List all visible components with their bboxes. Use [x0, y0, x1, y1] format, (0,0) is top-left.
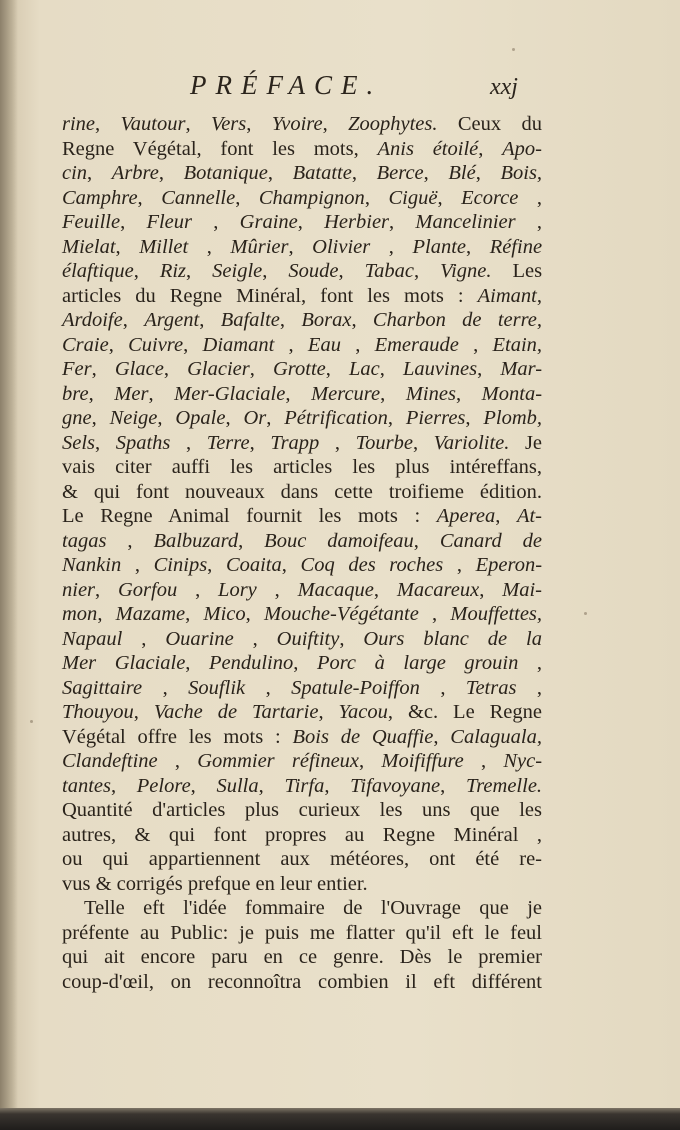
- italic-term: Spaths: [115, 431, 171, 454]
- italic-term: Nankin: [62, 554, 122, 576]
- text-run: ,: [267, 162, 293, 184]
- italic-term: Mar-: [500, 358, 543, 380]
- italic-term: Pierres: [405, 407, 466, 429]
- italic-term: Vache de Tartarie: [153, 701, 319, 723]
- text-run: Je: [509, 431, 543, 454]
- text-run: ,: [122, 627, 166, 650]
- italic-term: Coq des roches: [300, 554, 444, 576]
- text-line: [62, 529, 542, 554]
- text-run: ,: [148, 382, 175, 405]
- text-run: ,: [249, 358, 273, 380]
- text-run: ,: [413, 260, 441, 282]
- italic-term: Bafalte: [220, 309, 280, 331]
- text-run: ,: [266, 407, 285, 429]
- text-run: Le Regne Animal fournit les mots :: [62, 505, 437, 527]
- italic-term: Sulla: [216, 774, 259, 797]
- text-run: ,: [387, 407, 406, 429]
- text-line: [62, 945, 542, 970]
- italic-term: Sels: [62, 431, 96, 454]
- text-run: ,: [185, 113, 211, 135]
- text-run: vus & corrigés prefque en leur entier.: [62, 872, 368, 895]
- page-number: xxj: [490, 74, 518, 100]
- text-run: , &c. Le Regne: [387, 701, 542, 723]
- text-run: ,: [516, 676, 543, 699]
- text-run: ,: [262, 260, 289, 282]
- text-run: ,: [359, 750, 382, 772]
- text-run: ,: [115, 235, 140, 258]
- text-run: ,: [91, 407, 110, 429]
- italic-term: bre: [62, 382, 89, 405]
- text-line: [62, 651, 542, 676]
- italic-term: Ecorce: [461, 186, 519, 209]
- italic-term: Ouarine: [165, 627, 234, 650]
- text-run: Regne Végétal, font les mots,: [62, 137, 378, 160]
- text-line: [62, 725, 542, 750]
- text-line: [62, 627, 542, 652]
- italic-term: Eperon-: [475, 554, 543, 576]
- italic-term: Tourbe: [355, 431, 413, 454]
- italic-term: Mielat: [62, 235, 116, 258]
- text-line: [62, 700, 542, 725]
- italic-term: tantes: [62, 774, 111, 797]
- italic-term: Vautour: [120, 113, 186, 135]
- italic-term: Mines: [405, 382, 456, 405]
- text-line: [62, 333, 542, 358]
- italic-term: gne: [62, 407, 92, 429]
- italic-term: Vigne.: [440, 260, 492, 282]
- text-run: ,: [186, 260, 213, 282]
- italic-term: Soude: [288, 260, 339, 282]
- text-run: ,: [463, 750, 504, 772]
- text-run: ,: [518, 186, 543, 209]
- italic-term: rine: [62, 113, 96, 135]
- page-header: [60, 66, 550, 106]
- italic-term: Mer Glaciale: [62, 652, 186, 674]
- italic-term: Macaque: [297, 578, 374, 601]
- italic-term: Mer-Glaciale: [174, 382, 286, 405]
- text-run: articles du Regne Minéral, font les mots :: [62, 284, 478, 307]
- italic-term: Clandeftine: [62, 750, 158, 772]
- text-line: [62, 284, 542, 309]
- italic-term: Neige: [109, 407, 158, 429]
- text-run: qui ait encore paru en ce genre. Dès le premier: [62, 946, 542, 968]
- text-run: ,: [108, 333, 129, 356]
- italic-term: Canard de: [439, 529, 543, 552]
- text-run: ,: [137, 186, 162, 209]
- italic-term: Mai-: [502, 578, 543, 601]
- text-line: [62, 970, 542, 995]
- text-run: ,: [319, 431, 356, 454]
- italic-term: Zoophytes.: [348, 113, 438, 135]
- text-run: ,: [157, 750, 198, 772]
- paper-speck: [512, 48, 515, 51]
- text-run: ,: [351, 162, 377, 184]
- text-run: ,: [413, 529, 440, 552]
- italic-term: Thouyou: [62, 701, 134, 723]
- text-line: [62, 480, 542, 505]
- italic-term: Mercure: [311, 382, 381, 405]
- italic-term: Diamant: [202, 333, 275, 356]
- text-run: ,: [518, 652, 543, 674]
- italic-term: Gommier réfineux: [197, 750, 360, 772]
- italic-term: Spatule-Poiffon: [291, 676, 420, 699]
- italic-term: Camphre: [62, 186, 138, 209]
- text-run: ,: [380, 382, 406, 405]
- text-run: ,: [97, 603, 116, 625]
- italic-term: Pétrification: [284, 407, 388, 429]
- text-line: [62, 798, 542, 823]
- italic-term: Ours blanc de la: [363, 627, 543, 650]
- text-run: ,: [133, 260, 160, 282]
- italic-term: Millet: [139, 235, 189, 258]
- text-line: [62, 504, 542, 529]
- text-line: [62, 112, 542, 137]
- italic-term: Bois,: [500, 162, 543, 184]
- text-run: ,: [95, 113, 121, 135]
- text-run: ,: [233, 627, 277, 650]
- text-run: ,: [91, 358, 115, 380]
- italic-term: Macareux: [396, 578, 480, 601]
- italic-term: Lac: [349, 358, 380, 380]
- text-run: ,: [238, 529, 265, 552]
- italic-term: Plante: [412, 235, 466, 258]
- text-run: ,: [536, 284, 542, 307]
- text-line: [62, 431, 542, 456]
- italic-term: élaftique: [62, 260, 134, 282]
- italic-term: Aimant: [477, 284, 537, 307]
- text-run: ,: [340, 333, 375, 356]
- text-run: & qui font nouveaux dans cette troifieme édition.: [62, 480, 542, 503]
- text-line: [62, 553, 542, 578]
- text-run: ,: [170, 431, 207, 454]
- text-run: ,: [110, 774, 137, 797]
- italic-term: Feuille: [62, 211, 121, 233]
- text-run: ou qui appartiennent aux météores, ont été re-: [62, 848, 542, 870]
- text-line: [62, 357, 542, 382]
- italic-term: Mico: [203, 603, 246, 625]
- italic-term: Mouche-Végétante: [263, 603, 419, 625]
- text-line: [62, 186, 542, 211]
- italic-term: Cinips: [153, 554, 208, 576]
- text-run: ,: [495, 505, 517, 527]
- running-title: PRÉFACE.: [190, 70, 383, 100]
- italic-term: Pelore: [136, 774, 191, 797]
- text-run: ,: [440, 774, 466, 797]
- text-run: ,: [373, 578, 397, 601]
- italic-term: Pendulino: [208, 652, 294, 674]
- italic-term: tagas: [62, 529, 107, 552]
- text-run: ,: [412, 431, 434, 454]
- italic-term: mon: [62, 603, 98, 625]
- text-run: ,: [338, 260, 365, 282]
- italic-term: Champignon: [258, 186, 365, 209]
- text-run: ,: [258, 774, 285, 797]
- italic-term: Anis étoilé: [377, 137, 479, 160]
- text-run: ,: [158, 162, 184, 184]
- text-run: ,: [297, 211, 325, 233]
- italic-term: Craie: [62, 333, 109, 356]
- text-line: [62, 578, 542, 603]
- italic-term: Ciguë: [388, 186, 438, 209]
- italic-term: Nyc-: [503, 750, 543, 772]
- italic-term: Berce: [376, 162, 424, 184]
- italic-term: Tifavoyane: [350, 774, 441, 797]
- italic-term: Réfine: [489, 235, 543, 258]
- text-run: ,: [274, 333, 308, 356]
- italic-term: Variolite.: [433, 431, 510, 454]
- italic-term: Porc à large grouin: [316, 652, 519, 674]
- text-run: ,: [455, 382, 482, 405]
- text-line: [62, 896, 542, 921]
- text-run: ,: [133, 701, 154, 723]
- text-line: [62, 406, 542, 431]
- italic-term: Eau: [307, 333, 341, 356]
- text-line: [62, 161, 542, 186]
- italic-term: Napaul: [62, 627, 123, 650]
- text-run: ,: [163, 358, 188, 380]
- text-line: [62, 137, 542, 162]
- text-run: ,: [433, 725, 451, 748]
- text-run: Quantité d'articles plus curieux les uns que les: [62, 799, 542, 821]
- italic-term: Mûrier: [230, 235, 289, 258]
- text-run: ,: [157, 407, 176, 429]
- italic-term: Etain,: [492, 333, 543, 356]
- text-line: [62, 749, 542, 774]
- italic-term: Riz: [159, 260, 187, 282]
- text-run: ,: [465, 407, 484, 429]
- italic-term: Monta-: [481, 382, 543, 405]
- text-run: ,: [318, 701, 339, 723]
- italic-term: Bois de Quaffie: [292, 725, 434, 748]
- italic-term: Argent: [144, 309, 200, 331]
- italic-term: At-: [516, 505, 543, 527]
- text-run: ,: [192, 211, 240, 233]
- text-run: ,: [199, 309, 221, 331]
- text-run: vais citer auffi les articles les plus intéreffans,: [62, 456, 542, 478]
- text-run: ,: [324, 774, 351, 797]
- text-run: ,: [288, 235, 313, 258]
- text-run: ,: [245, 603, 264, 625]
- text-run: ,: [418, 603, 451, 625]
- text-run: ,: [475, 162, 501, 184]
- text-run: ,: [88, 382, 115, 405]
- text-run: ,: [185, 652, 209, 674]
- italic-term: Ardoife: [62, 309, 123, 331]
- italic-term: Batatte: [292, 162, 352, 184]
- text-line: [62, 308, 542, 333]
- italic-term: Gorfou: [118, 578, 178, 601]
- text-run: ,: [177, 578, 219, 601]
- italic-term: Aperea: [436, 505, 496, 527]
- text-run: ,: [121, 554, 154, 576]
- italic-term: Sagittaire: [62, 676, 143, 699]
- italic-term: Mancelinier: [415, 211, 516, 233]
- italic-term: Souflik: [188, 676, 246, 699]
- text-run: ,: [423, 162, 449, 184]
- italic-term: Emeraude: [374, 333, 459, 356]
- italic-term: Yvoire: [271, 113, 323, 135]
- text-run: préfente au Public: je puis me flatter qu'il eft le feul: [62, 921, 542, 944]
- text-run: Ceux du: [437, 113, 543, 135]
- text-run: ,: [188, 235, 231, 258]
- text-run: ,: [458, 333, 493, 356]
- text-line: [62, 774, 542, 799]
- italic-term: Glace: [114, 358, 164, 380]
- text-run: ,: [479, 578, 503, 601]
- text-run: ,: [207, 554, 226, 576]
- italic-term: Mouffettes,: [450, 603, 543, 625]
- text-run: ,: [466, 235, 490, 258]
- italic-term: Plomb,: [483, 407, 543, 429]
- italic-term: Opale: [175, 407, 226, 429]
- italic-term: nier: [62, 578, 96, 601]
- text-run: ,: [389, 211, 416, 233]
- italic-term: Vers: [210, 113, 247, 135]
- text-run: ,: [279, 309, 302, 331]
- text-run: ,: [120, 211, 147, 233]
- italic-term: Ouiftity: [276, 627, 340, 650]
- italic-term: Lory: [218, 578, 257, 601]
- text-line: [62, 259, 542, 284]
- italic-term: Lauvines: [403, 358, 478, 380]
- italic-term: Graine: [239, 211, 298, 233]
- paper-speck: [30, 720, 33, 723]
- text-line: [62, 210, 542, 235]
- text-run: ,: [122, 309, 145, 331]
- page-gutter-shadow: [0, 0, 18, 1110]
- text-run: ,: [339, 627, 364, 650]
- paper-speck: [584, 612, 587, 615]
- italic-term: Balbuzard: [153, 529, 239, 552]
- text-run: ,: [246, 113, 272, 135]
- italic-term: Tremelle.: [465, 774, 543, 797]
- italic-term: Mer: [114, 382, 149, 405]
- italic-term: cin: [62, 162, 88, 184]
- italic-term: Apo-: [502, 137, 543, 160]
- italic-term: Or: [243, 407, 267, 429]
- text-run: ,: [87, 162, 112, 184]
- text-run: ,: [322, 113, 349, 135]
- text-run: ,: [351, 309, 373, 331]
- italic-term: Mazame: [115, 603, 186, 625]
- italic-term: Fleur: [146, 211, 192, 233]
- text-run: ,: [437, 186, 462, 209]
- text-line: [62, 676, 542, 701]
- body-text: [62, 112, 542, 994]
- text-run: ,: [515, 211, 543, 233]
- italic-term: Calaguala,: [450, 725, 542, 748]
- italic-term: Trapp: [270, 431, 320, 454]
- italic-term: Botanique: [183, 162, 268, 184]
- text-run: Les: [491, 260, 543, 282]
- text-run: ,: [95, 431, 116, 454]
- text-run: ,: [235, 186, 259, 209]
- text-run: ,: [142, 676, 189, 699]
- text-line: [62, 455, 542, 480]
- text-run: ,: [293, 652, 317, 674]
- text-run: ,: [478, 137, 503, 160]
- italic-term: Olivier: [312, 235, 371, 258]
- italic-term: Tabac: [364, 260, 414, 282]
- text-run: ,: [281, 554, 301, 576]
- text-line: [62, 235, 542, 260]
- text-run: ,: [285, 382, 312, 405]
- text-line: [62, 847, 542, 872]
- text-run: ,: [190, 774, 217, 797]
- text-run: ,: [245, 676, 292, 699]
- italic-term: Coaita: [225, 554, 282, 576]
- page-bottom-edge: [0, 1108, 680, 1130]
- text-run: ,: [95, 578, 118, 601]
- italic-term: Moififfure: [381, 750, 464, 772]
- text-run: ,: [225, 407, 244, 429]
- italic-term: Charbon de terre,: [372, 309, 543, 331]
- italic-term: Terre: [206, 431, 250, 454]
- text-run: ,: [185, 603, 204, 625]
- text-run: ,: [325, 358, 350, 380]
- italic-term: Seigle: [212, 260, 263, 282]
- italic-term: Glacier: [187, 358, 250, 380]
- text-line: [62, 921, 542, 946]
- italic-term: Cuivre: [128, 333, 184, 356]
- italic-term: Grotte: [272, 358, 326, 380]
- italic-term: Bouc damoifeau: [264, 529, 414, 552]
- text-run: Telle eft l'idée fommaire de l'Ouvrage que je: [84, 897, 542, 919]
- italic-term: Arbre: [111, 162, 159, 184]
- text-run: autres, & qui font propres au Regne Minéral ,: [62, 823, 542, 846]
- text-line: [62, 872, 542, 897]
- italic-term: Yacou: [338, 701, 388, 723]
- italic-term: Fer: [62, 358, 92, 380]
- text-run: ,: [364, 186, 389, 209]
- text-run: Végétal offre les mots :: [62, 725, 293, 748]
- text-run: ,: [256, 578, 298, 601]
- text-run: coup-d'œil, on reconnoîtra combien il eft différent: [62, 970, 542, 993]
- text-line: [62, 602, 542, 627]
- text-run: ,: [106, 529, 154, 552]
- text-run: ,: [370, 235, 413, 258]
- italic-term: Borax: [301, 309, 352, 331]
- text-run: ,: [477, 358, 501, 380]
- italic-term: Herbier: [324, 211, 390, 233]
- text-line: [62, 823, 542, 848]
- text-run: ,: [249, 431, 271, 454]
- text-line: [62, 382, 542, 407]
- italic-term: Blé: [448, 162, 476, 184]
- italic-term: Tirfa: [284, 774, 325, 797]
- italic-term: Tetras: [465, 676, 517, 699]
- text-run: ,: [183, 333, 203, 356]
- text-run: ,: [379, 358, 404, 380]
- italic-term: Cannelle: [161, 186, 236, 209]
- text-run: ,: [443, 554, 476, 576]
- text-run: ,: [419, 676, 466, 699]
